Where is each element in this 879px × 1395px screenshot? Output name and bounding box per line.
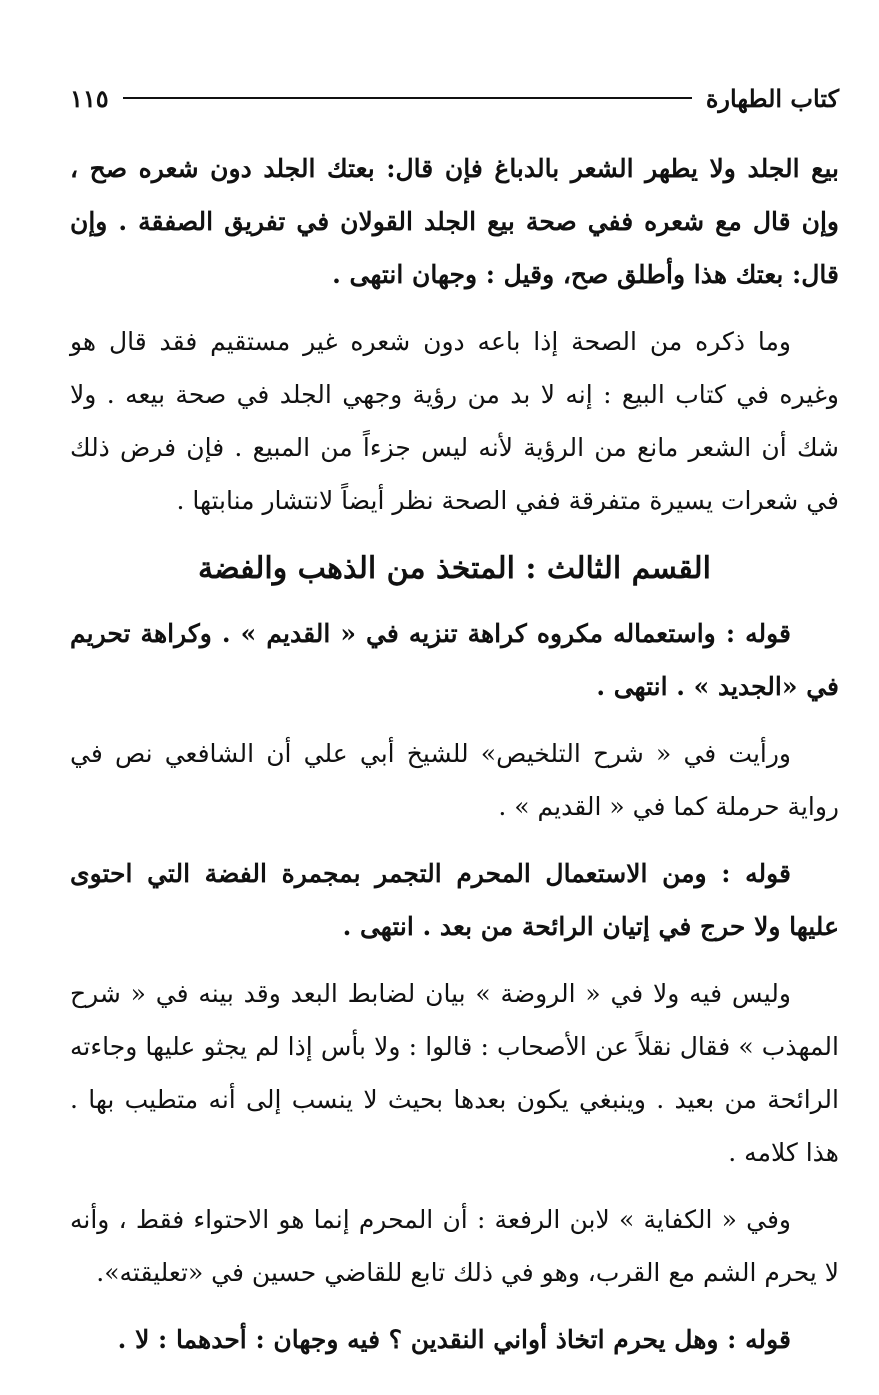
page-header — [70, 78, 839, 118]
section-title: القسم الثالث : المتخذ من الذهب والفضة — [197, 551, 712, 586]
page-body — [70, 142, 839, 1380]
running-title: كتاب الطهارة — [705, 83, 839, 113]
paragraph-4: ورأيت في « شرح التلخيص» للشيخ أبي علي أن الشافعي نص في رواية حرملة كما في « القديم » . — [70, 739, 839, 821]
paragraph-8: قوله : وهل يحرم اتخاذ أواني النقدين ؟ فيه وجهان : أحدهما : لا . — [117, 1325, 791, 1354]
paragraph-3: قوله : واستعماله مكروه كراهة تنزيه في « القديم » . وكراهة تحريم في «الجديد » . انتهى . — [70, 619, 839, 701]
paragraph-5: قوله : ومن الاستعمال المحرم التجمر بمجمرة الفضة التي احتوى عليها ولا حرج في إتيان الرائحة من بعد . انتهى . — [70, 859, 839, 941]
paragraph-2: وما ذكره من الصحة إذا باعه دون شعره غير مستقيم فقد قال هو وغيره في كتاب البيع : إنه لا بد من رؤية وجهي الجلد في صحة بيعه . ولا شك أن الشعر مانع من الرؤية لأنه ليس جزءاً من المبيع . فإن فرض ذلك في شعرات يسيرة متفرقة ففي الصحة نظر أيضاً لانتشار منابتها . — [70, 327, 839, 515]
header-rule — [123, 97, 692, 99]
paragraph-1: بيع الجلد ولا يطهر الشعر بالدباغ فإن قال: بعتك الجلد دون شعره صح ، وإن قال مع شعره ففي صحة بيع الجلد القولان في تفريق الصفقة . وإن قال: بعتك هذا وأطلق صح، وقيل : وجهان انتهى . — [70, 154, 839, 289]
page-number: ١١٥ — [70, 83, 109, 113]
paragraph-7: وفي « الكفاية » لابن الرفعة : أن المحرم إنما هو الاحتواء فقط ، وأنه لا يحرم الشم مع القرب، وهو في ذلك تابع للقاضي حسين في «تعليقته». — [70, 1205, 839, 1287]
paragraph-6: وليس فيه ولا في « الروضة » بيان لضابط البعد وقد بينه في « شرح المهذب » فقال نقلاً عن الأصحاب : قالوا : ولا بأس إذا لم يجثو عليها وجاءته الرائحة من بعيد . وينبغي يكون بعدها بحيث لا ينسب إلى أنه متطيب بها . هذا كلامه . — [70, 979, 839, 1167]
